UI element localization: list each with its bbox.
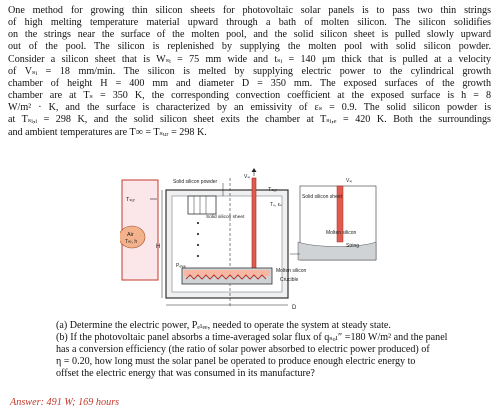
solid-sheet-right-label: Solid silicon sheet [302,194,343,200]
question-b-line: η = 0.20, how long must the solar panel be operated to produce enough electric energy to [56,356,416,368]
molten-arrow-label: Molten silicon [326,230,357,236]
height-label: H [156,244,161,250]
question-b-line: offset the electric energy that was consumed in its manufacture? [56,368,315,380]
t-inf-h-label: T∞, h [125,239,138,245]
silicon-sheet [252,178,256,271]
molten-pool-label: Molten silicon [276,268,307,274]
problem-line: and ambient temperatures are T∞ = Tₛᵤᵣ = 298 K. [8,126,207,138]
problem-line: at Tₛᵢ,ᵢ = 298 K, and the solid silicon sheet exits the chamber at Tₛᵢ,ₑ = 420 K. Both the surroundings [8,114,491,126]
answer-text: Answer: 491 W; 169 hours [10,397,120,408]
powder-label: Solid silicon powder [173,179,218,185]
question-b [56,332,492,380]
ts-eps-label: Tₛ, εₛ [270,202,282,208]
question-b-line: (b) If the photovoltaic panel absorbs a time-averaged solar flux of qₛₒₗ″ =180 W/m² and the panel [56,332,448,344]
question-b-line: has a conversion efficiency (the ratio of solar power absorbed to electric power produced) of [56,344,430,356]
problem-line: One method for growing thin silicon sheets for photovoltaic solar panels is to pass two thin strings [8,5,491,16]
questions [56,320,492,380]
t-sur-left-label: Tₛᵤᵣ [126,197,135,203]
problem-line: on the strings near the surface of the molten pool, and the solid silicon sheet is pulled slowly upward [8,29,491,41]
growth-chamber-figure [120,168,380,318]
t-sur-right-label: Tₛᵤᵣ [268,187,277,193]
v-si-right-label: Vₛᵢ [346,178,352,184]
problem-line: chamber of height H = 400 mm and diameter D = 350 mm. The exposed surfaces of the growth [8,77,491,89]
problem-line: chamber are at Tₛ = 350 K, the corresponding convection coefficient at the exposed surface is h = 8 [8,90,491,102]
p-elec-label: Pₑₗₑₑ [176,263,186,269]
problem-line: W/m² · K, and the surface is characterized by an emissivity of εₛ = 0.9. The solid silicon powder is [8,102,491,114]
diameter-label: D [292,305,297,311]
problem-line: out of the pool. The silicon is replenished by supplying the molten pool with solid silicon powder. [8,41,491,53]
problem-line: Consider a silicon sheet that is Wₛᵢ = 75 mm wide and tₛᵢ = 140 μm thick that is pulled at a velocity [8,53,491,65]
crucible-label: Crucible [280,277,299,283]
question-a: (a) Determine the electric power, Pₑₗₑₑ, needed to operate the system at steady state. [56,320,391,331]
molten-pool [184,270,270,276]
v-si-left-label: Vₛᵢ [244,174,250,180]
problem-line: of Vₛᵢ = 18 mm/min. The silicon is melted by supplying electric power to the cylindrical growth [8,65,491,77]
air-label: Air [127,232,134,238]
problem-line: of high melting temperature material upward through a bath of molten silicon. The silicon solidifies [8,17,491,29]
string-label: String [346,243,360,249]
powder-hopper [188,196,216,214]
inner-sheet-label: Solid silicon sheet [206,215,245,220]
problem-statement [8,5,491,139]
